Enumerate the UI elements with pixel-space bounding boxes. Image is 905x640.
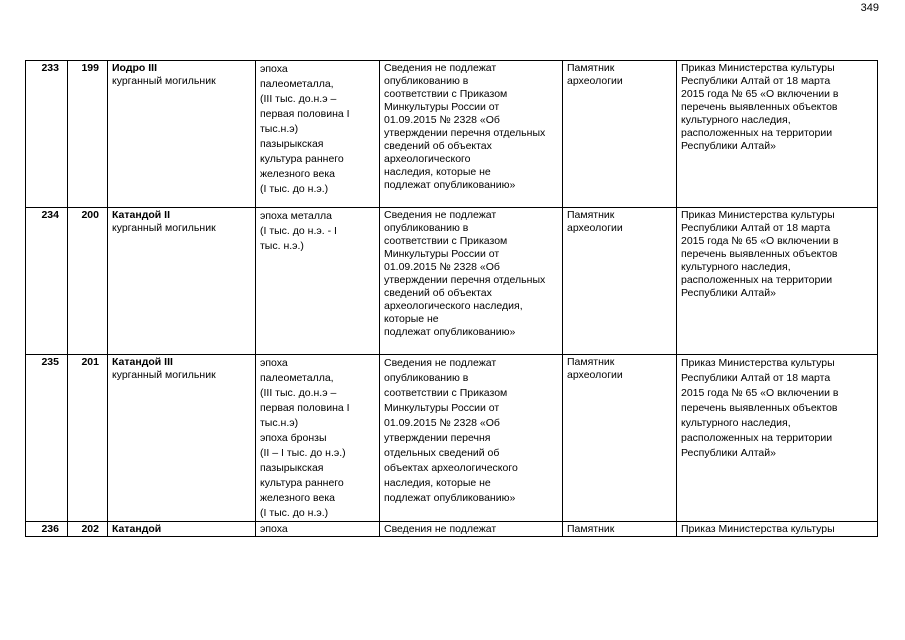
local-number: 199 (68, 61, 108, 208)
local-number: 202 (68, 522, 108, 537)
registry-number: 235 (26, 355, 68, 522)
category-cell: Памятник археологии (563, 355, 677, 522)
object-kind: курганный могильник (112, 75, 216, 87)
heritage-registry-table (25, 60, 878, 537)
registry-number: 233 (26, 61, 68, 208)
location-cell: Сведения не подлежат (380, 522, 563, 537)
location-cell: Сведения не подлежат опубликованию в соответствии с Приказом Минкультуры России от 01.09.2015 № 2328 «Об утверждении перечня отдельных сведений об объектах археологического наследия, которые не подлежат опубликованию» (380, 355, 563, 522)
document-cell: Приказ Министерства культуры Республики Алтай от 18 марта 2015 года № 65 «О включении в перечень выявленных объектов культурного наследия, расположенных на территории Республики Алтай» (677, 208, 878, 355)
local-number: 200 (68, 208, 108, 355)
registry-number: 234 (26, 208, 68, 355)
object-cell (108, 61, 256, 208)
object-name: Иодро III (112, 62, 157, 74)
document-cell: Приказ Министерства культуры Республики Алтай от 18 марта 2015 года № 65 «О включении в перечень выявленных объектов культурного наследия, расположенных на территории Республики Алтай» (677, 355, 878, 522)
table-row (26, 61, 878, 208)
object-cell (108, 208, 256, 355)
table-row (26, 355, 878, 522)
category-cell: Памятник археологии (563, 61, 677, 208)
table-row (26, 208, 878, 355)
registry-number: 236 (26, 522, 68, 537)
object-name: Катандой III (112, 356, 173, 368)
object-kind: курганный могильник (112, 369, 216, 381)
category-cell: Памятник археологии (563, 208, 677, 355)
period-cell: эпоха металла (I тыс. до н.э. - I тыс. н.э.) (256, 208, 380, 355)
object-kind: курганный могильник (112, 222, 216, 234)
document-cell: Приказ Министерства культуры (677, 522, 878, 537)
period-cell: эпоха палеометалла, (III тыс. до.н.э – первая половина I тыс.н.э) эпоха бронзы (II – I тыс. до н.э.) пазырыкская культура раннего железного века (I тыс. до н.э.) (256, 355, 380, 522)
period-cell: эпоха (256, 522, 380, 537)
location-cell: Сведения не подлежат опубликованию в соответствии с Приказом Минкультуры России от 01.09.2015 № 2328 «Об утверждении перечня отдельных сведений об объектах археологического наследия, которые не подлежат опубликованию» (380, 208, 563, 355)
category-cell: Памятник (563, 522, 677, 537)
object-cell (108, 355, 256, 522)
document-cell: Приказ Министерства культуры Республики Алтай от 18 марта 2015 года № 65 «О включении в перечень выявленных объектов культурного наследия, расположенных на территории Республики Алтай» (677, 61, 878, 208)
page-number: 349 (860, 2, 879, 14)
object-name: Катандой (112, 523, 162, 535)
object-cell (108, 522, 256, 537)
table-row (26, 522, 878, 537)
local-number: 201 (68, 355, 108, 522)
period-cell: эпоха палеометалла, (III тыс. до.н.э – первая половина I тыс.н.э) пазырыкская культура раннего железного века (I тыс. до н.э.) (256, 61, 380, 208)
location-cell: Сведения не подлежат опубликованию в соответствии с Приказом Минкультуры России от 01.09.2015 № 2328 «Об утверждении перечня отдельных сведений об объектах археологического наследия, которые не подлежат опубликованию» (380, 61, 563, 208)
object-name: Катандой II (112, 209, 170, 221)
